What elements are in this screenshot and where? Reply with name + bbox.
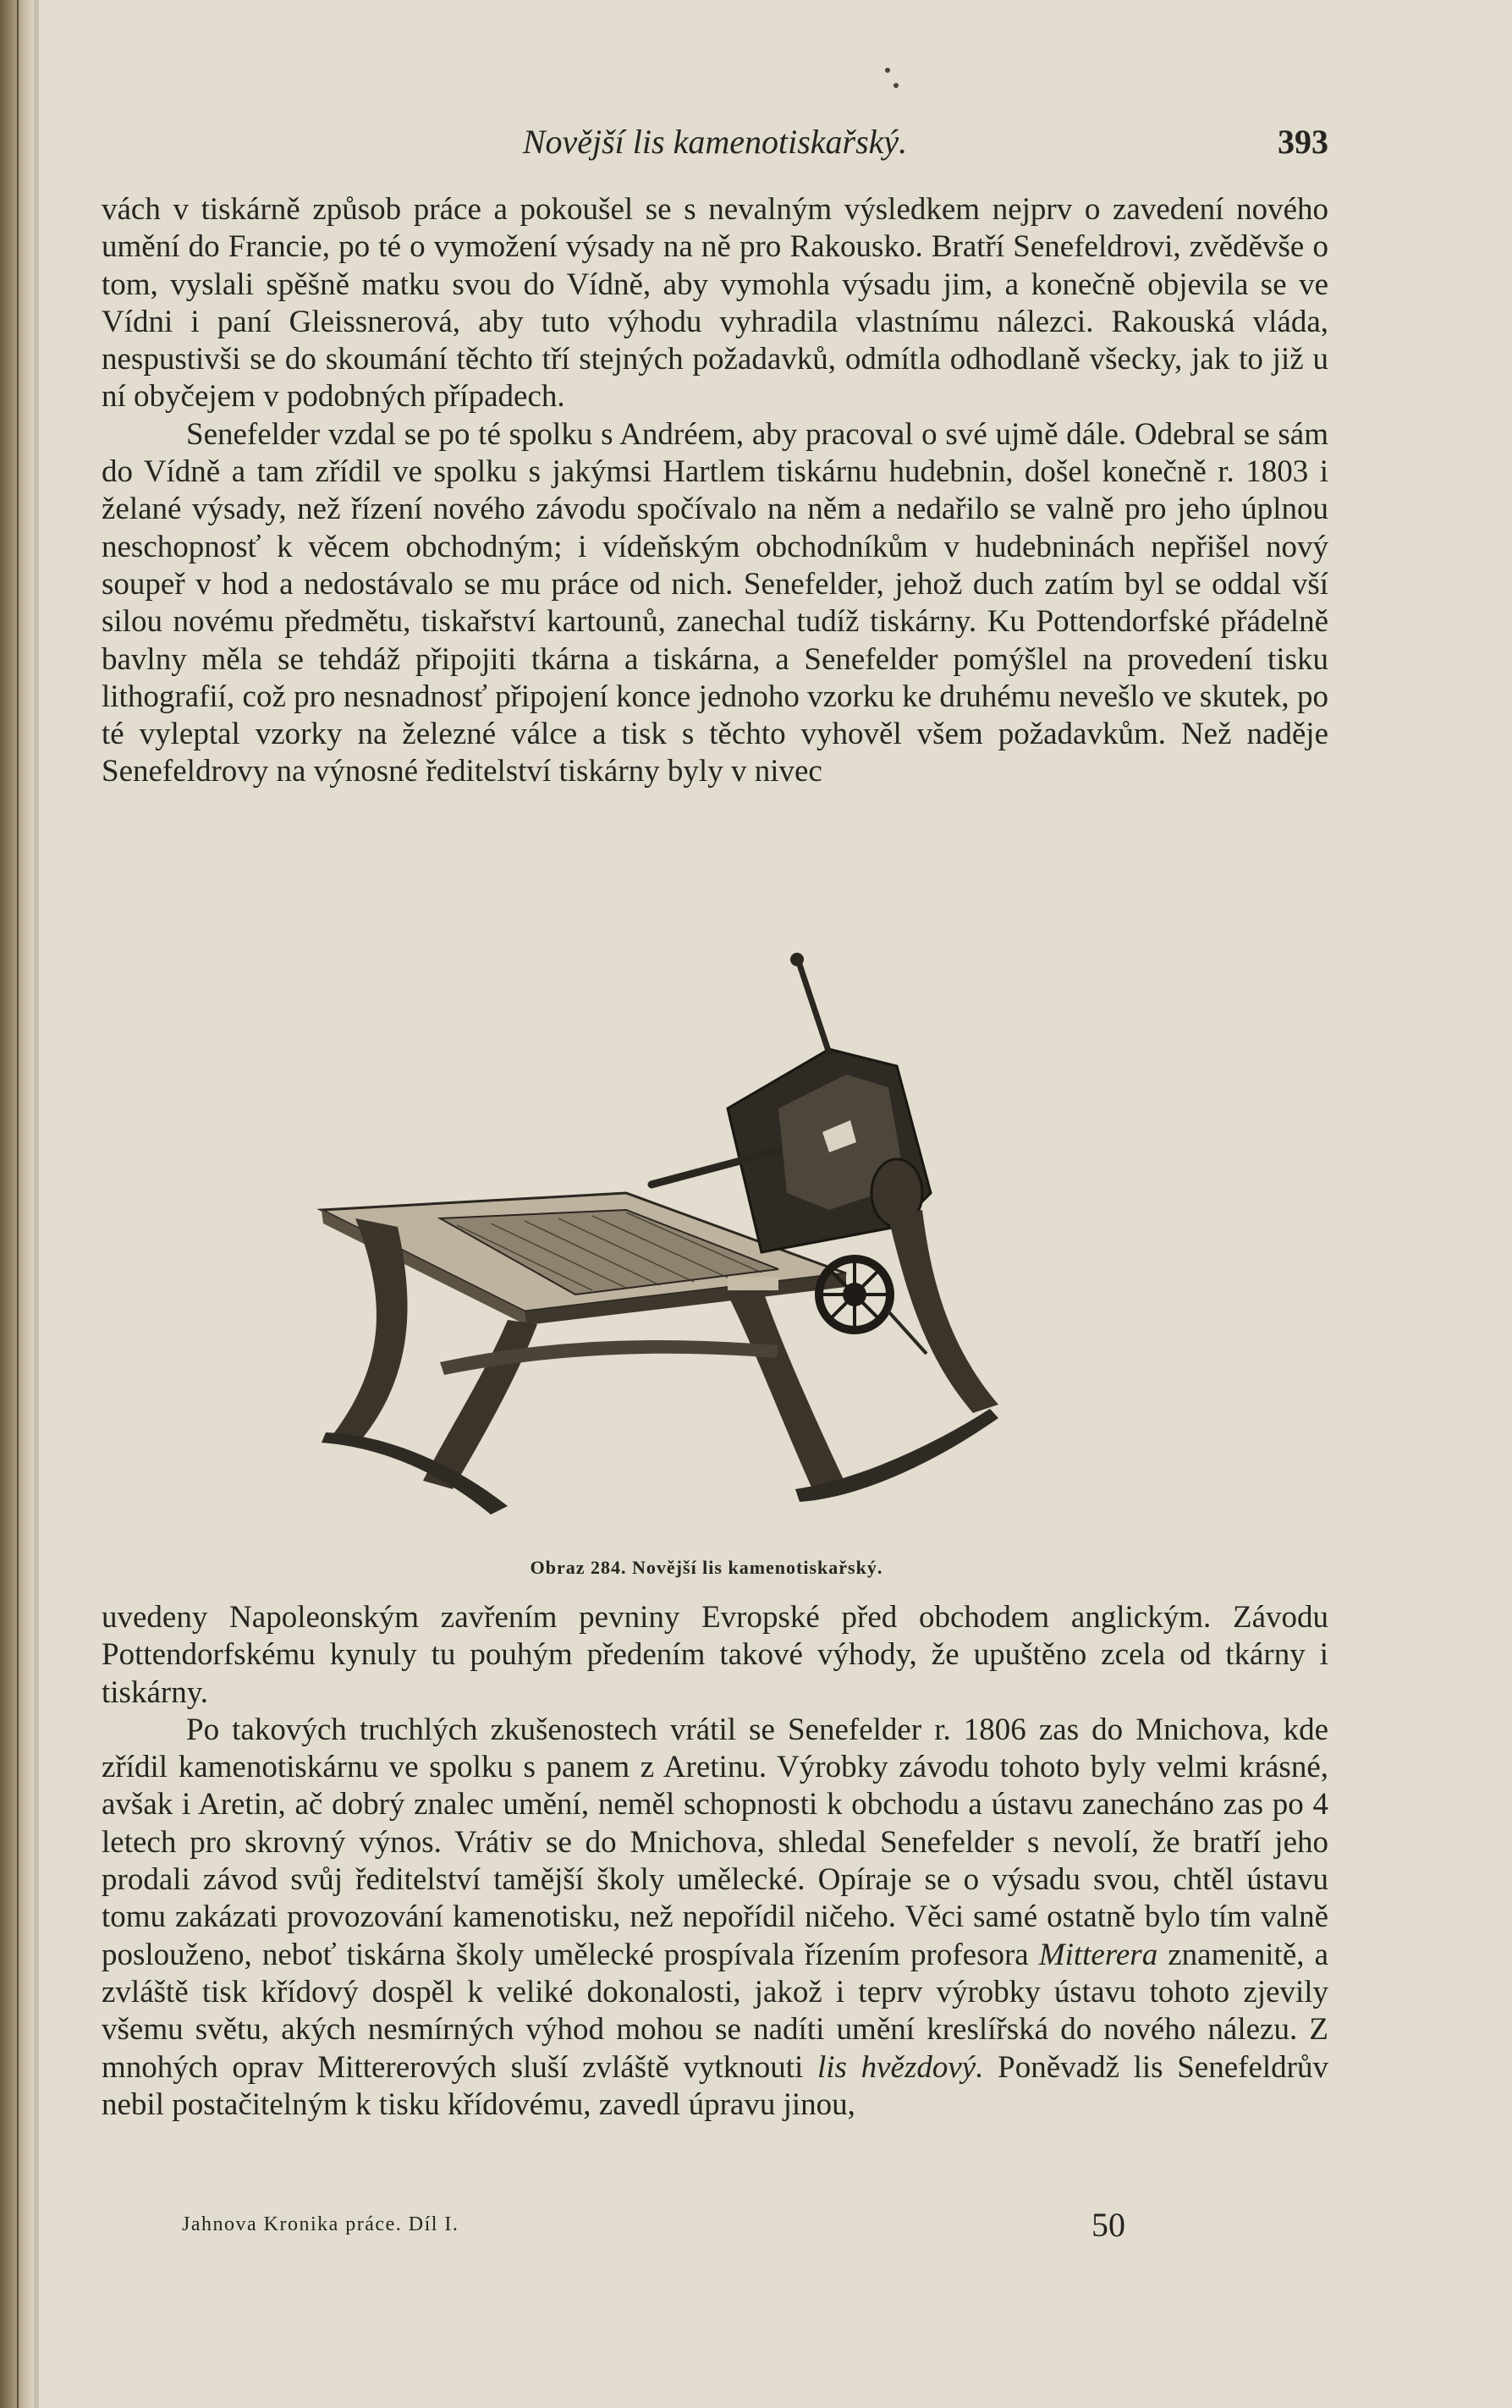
paragraph-text: Po takových truchlých zkušenostech vrátil se Senefelder r. 1806 zas do Mnichova, kde zřídil kamenotiskárnu ve spolku s panem z Aretinu. Výrobky závodu tohoto byly velmi krásné, avšak i Aretin, ač dobrý znalec umění, neměl schopnosti k obchodu a ústavu zanecháno zas po 4 letech pro skrovný výnos. Vrátiv se do Mnichova, shledal Senefelder s nevolí, že bratří jeho prodali závod svůj ředitelství tamější školy umělecké. Opíraje se o výsadu svou, chtěl ústavu tomu zakázati provozování kamenotisku, než nepořídil ničeho. Věci samé ostatně bylo tím valně poslouženo, neboť tiskárna školy umělecké prospívala řízením profesora xyxy=(102,1712,1328,1972)
paragraph: vách v tiskárně způsob práce a pokoušel se s nevalným výsledkem nejprv o zavedení nového umění do Francie, po té o vymožení výsady na ně pro Rakousko. Bratří Senefeldrovi, zvěděvše o tom, vyslali spěšně matku svou do Vídně, aby vymohla výsadu jim, a konečně objevila se ve Vídni i paní Gleissnerová, aby tuto výhodu vyhradila vlastnímu nálezci. Rakouská vláda, nespustivši se do skoumání těchto tří stejných požadavků, odmítla odhodlaně všecky, jak to již u ní obyčejem v podobných případech. xyxy=(102,192,1328,415)
paragraph xyxy=(102,1712,1328,2124)
emphasis-name: Mitterera xyxy=(1038,1937,1158,1972)
paragraph: uvedeny Napoleonským zavřením pevniny Evropské před obchodem anglickým. Závodu Pottendorfskému kynuly tu pouhým předením takové výhody, že upuštěno zcela od tkárny i tiskárny. xyxy=(102,1600,1328,1710)
paragraph-text: Poněvadž lis Senefeldrův nebil postačitelným k tisku křídovému, zavedl úpravu jinou, xyxy=(102,2049,1329,2122)
lithographic-press-illustration xyxy=(305,939,1108,1531)
front-left-leg xyxy=(330,1218,408,1447)
running-title: Novější lis kamenotiskařský. xyxy=(522,123,908,161)
figure xyxy=(305,939,1108,1591)
footer-reference: Jahnova Kronika práce. Díl I. xyxy=(182,2213,459,2235)
signature-mark: 50 xyxy=(1091,2206,1125,2244)
foot-rail xyxy=(322,1432,508,1515)
page-footer xyxy=(182,2205,1155,2247)
press-lever xyxy=(800,965,829,1053)
specks xyxy=(885,68,890,73)
body-text-bottom xyxy=(102,1599,1328,2124)
paragraph-text: znamenitě, a zvláště tisk křídový dospěl k veliké dokonalosti, jakož i teprv výrobky ústavu tohoto zjevily všemu světu, akých nesmírných výhod mohou se nadíti umění kreslířská do nového nálezu. Z mnohých oprav Mittererových sluší zvláště vytknouti xyxy=(102,1937,1328,2085)
bed-plate xyxy=(728,1277,778,1290)
page-number: 393 xyxy=(1278,123,1328,161)
paragraph: Senefelder vzdal se po té spolku s Andréem, aby pracoval o své ujmě dále. Odebral se sám do Vídně a tam zřídil ve spolku s jakýmsi Hartlem tiskárnu hudebnin, došel konečně r. 1803 i želané výsady, než řízení nového závodu spočívalo na něm a nedařilo se valně pro jeho úplnou neschopnosť k věcem obchodným; i vídeňským obchodníkům v hudebninách nepřišel nový soupeř v hod a nedostávalo se mu práce od nich. Senefelder, jehož duch zatím byl se oddal vší silou novému předmětu, tiskařství kartounů, zanechal tudíž tiskárny. Ku Pottendorfské přádelně bavlny měla se tehdáž připojiti tkárna a tiskárna, a Senefelder pomýšlel na provedení tisku lithografií, což pro nesnadnosť připojení konce jednoho vzorku ke druhému nevešlo ve skutek, po té vyleptal vzorky na železné válce a tisk s těchto vyhověl všem požadavkům. Než naděje Senefeldrovy na výnosné ředitelství tiskárny byly v nivec xyxy=(102,416,1328,789)
binding-line xyxy=(17,0,19,2408)
page-header xyxy=(102,118,1328,169)
figure-caption: Obraz 284. Novější lis kamenotiskařský. xyxy=(530,1557,883,1578)
lever-knob xyxy=(790,953,804,966)
specks xyxy=(893,83,899,88)
rear-left-leg xyxy=(888,1210,998,1413)
body-text-top xyxy=(102,191,1328,791)
page-edge xyxy=(34,0,39,2408)
emphasis-term: lis hvězdový. xyxy=(816,2049,984,2085)
